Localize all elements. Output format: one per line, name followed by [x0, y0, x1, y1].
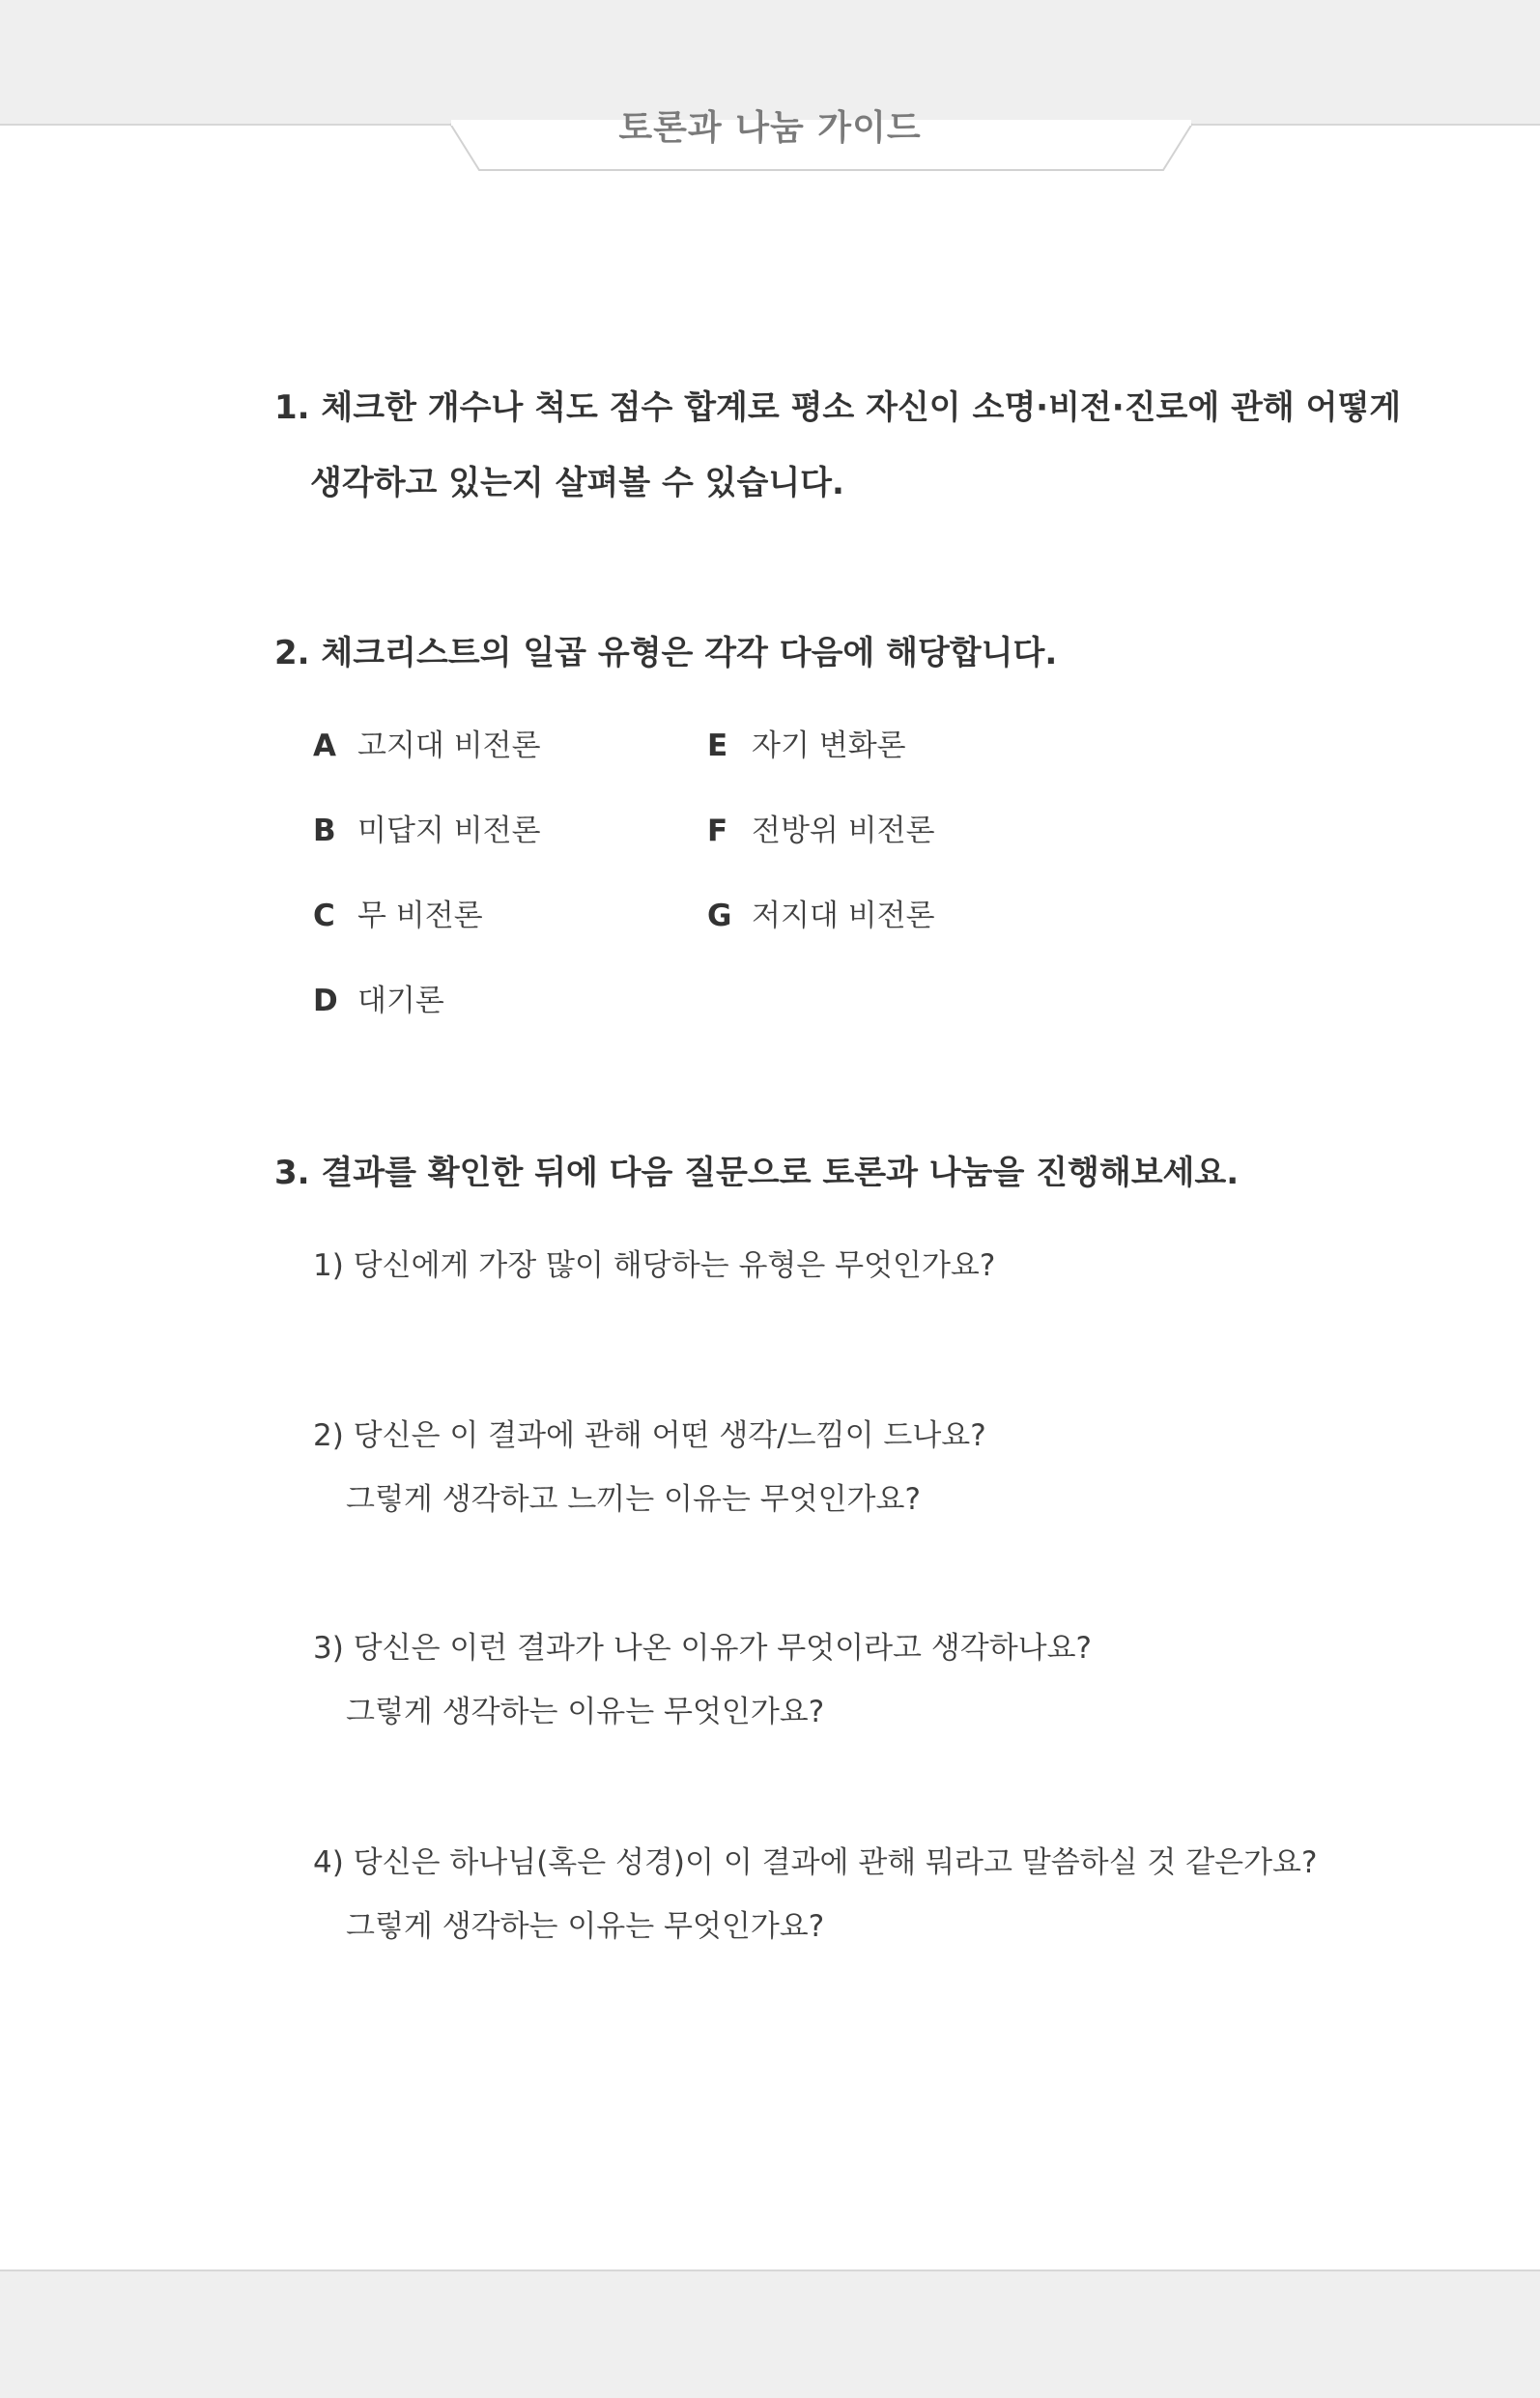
type-item: [313, 721, 541, 764]
type-item: [313, 806, 541, 849]
type-item: [707, 891, 935, 934]
section-2-title: 체크리스트의 일곱 유형은 각각 다음에 해당합니다.: [321, 634, 1058, 672]
type-name: 고지대 비전론: [357, 728, 541, 763]
section-3-heading: [274, 1146, 1239, 1193]
section-1-number: 1.: [274, 388, 310, 427]
section-2-number: 2.: [274, 634, 310, 672]
question-1: 1) 당신에게 가장 많이 해당하는 유형은 무엇인가요?: [313, 1248, 996, 1283]
page-title: 토론과 나눔 가이드: [618, 108, 922, 148]
question-2-followup: 그렇게 생각하고 느끼는 이유는 무엇인가요?: [346, 1482, 921, 1517]
question-4: 4) 당신은 하나님(혹은 성경)이 이 결과에 관해 뭐라고 말씀하실 것 같은가요?: [313, 1845, 1318, 1880]
type-letter: G: [707, 899, 732, 933]
type-item: [313, 976, 444, 1019]
section-2-heading: [274, 626, 1057, 673]
type-letter: C: [313, 899, 335, 933]
type-name: 저지대 비전론: [752, 899, 935, 933]
type-letter: B: [313, 814, 336, 848]
type-name: 전방위 비전론: [752, 814, 935, 848]
type-item: [707, 721, 906, 764]
section-1-line2: 생각하고 있는지 살펴볼 수 있습니다.: [310, 464, 844, 502]
type-letter: D: [313, 984, 338, 1018]
type-letter: A: [313, 728, 336, 763]
type-name: 무 비전론: [357, 899, 483, 933]
section-1-heading: [274, 381, 1401, 428]
type-item: [313, 891, 483, 934]
type-name: 대기론: [357, 984, 444, 1018]
section-3-number: 3.: [274, 1154, 310, 1192]
section-3-title: 결과를 확인한 뒤에 다음 질문으로 토론과 나눔을 진행해보세요.: [321, 1154, 1240, 1192]
section-1-line1: 체크한 개수나 척도 점수 합계로 평소 자신이 소명·비전·진로에 관해 어떻게: [321, 388, 1402, 427]
type-name: 자기 변화론: [752, 728, 906, 763]
type-letter: F: [707, 814, 728, 848]
footer-band: [0, 2270, 1540, 2398]
question-3-followup: 그렇게 생각하는 이유는 무엇인가요?: [346, 1695, 825, 1729]
type-item: [707, 806, 935, 849]
question-2: 2) 당신은 이 결과에 관해 어떤 생각/느낌이 드나요?: [313, 1418, 986, 1453]
type-letter: E: [707, 728, 728, 763]
type-name: 미답지 비전론: [357, 814, 541, 848]
question-4-followup: 그렇게 생각하는 이유는 무엇인가요?: [346, 1909, 825, 1944]
question-3: 3) 당신은 이런 결과가 나온 이유가 무엇이라고 생각하나요?: [313, 1631, 1093, 1666]
